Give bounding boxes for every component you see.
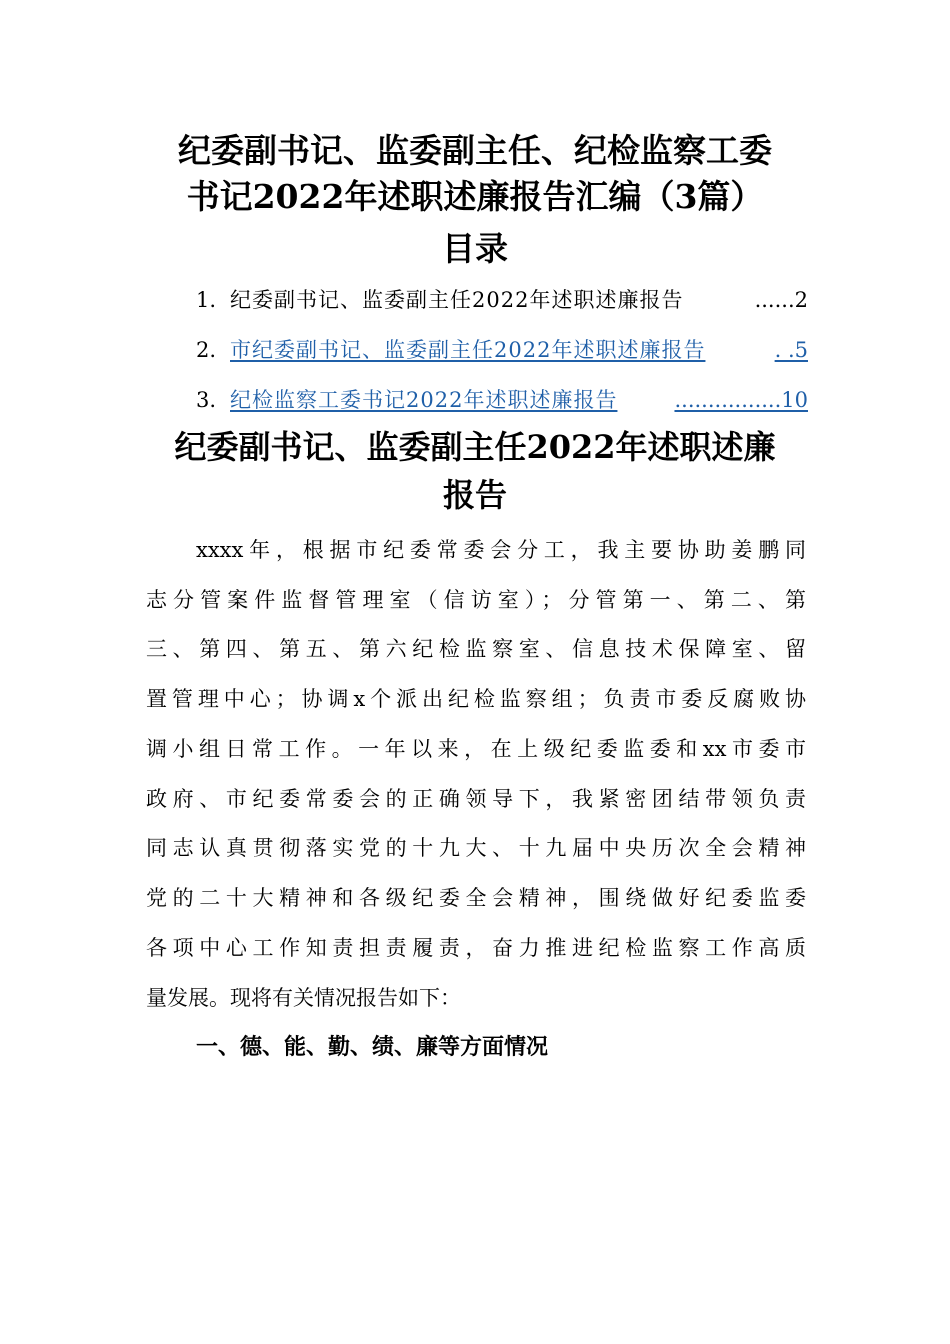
section-title-line-2: 报告 — [442, 476, 507, 514]
toc-item-text: 纪委副书记、监委副主任2022年述职述廉报告 — [230, 288, 684, 312]
toc-item-link[interactable]: 纪检监察工委书记2022年述职述廉报告 — [230, 388, 618, 412]
toc-item-page: ......2 — [754, 288, 808, 312]
paragraph-line: 志分管案件监督管理室（信访室）；分管第一、第二、第 — [146, 588, 806, 612]
toc-item-page-link[interactable]: . .5 — [774, 338, 808, 362]
toc-item-number: 2. — [196, 338, 217, 362]
toc-item-3[interactable] — [196, 380, 808, 420]
toc-item-1[interactable] — [196, 280, 808, 320]
section-title-line-1: 纪委副书记、监委副主任2022年述职述廉 — [174, 428, 776, 466]
toc-item-page-link[interactable]: ................10 — [674, 388, 808, 412]
paragraph-line: 同志认真贯彻落实党的十九大、十九届中央历次全会精神 — [146, 836, 806, 860]
paragraph-line: xxxx年，根据市纪委常委会分工，我主要协助姜鹏同 — [196, 538, 806, 562]
paragraph-line: 置管理中心；协调x个派出纪检监察组；负责市委反腐败协 — [146, 687, 806, 711]
toc-heading: 目录 — [442, 229, 508, 268]
paragraph-line: 政府、市纪委常委会的正确领导下，我紧密团结带领负责 — [146, 787, 806, 811]
paragraph-line: 调小组日常工作。一年以来，在上级纪委监委和xx市委市 — [146, 737, 806, 761]
document-title-line-2: 书记2022年述职述廉报告汇编（3篇） — [186, 177, 764, 216]
section-subheading: 一、德、能、勤、绩、廉等方面情况 — [196, 1035, 549, 1060]
document-title-line-1: 纪委副书记、监委副主任、纪检监察工委 — [178, 131, 772, 170]
paragraph-line: 党的二十大精神和各级纪委全会精神，围绕做好纪委监委 — [146, 886, 806, 910]
toc-item-2[interactable] — [196, 330, 808, 370]
paragraph-line: 各项中心工作知责担责履责，奋力推进纪检监察工作高质 — [146, 936, 806, 960]
toc-item-number: 1. — [196, 288, 217, 312]
toc-item-number: 3. — [196, 388, 217, 412]
paragraph-line: 三、第四、第五、第六纪检监察室、信息技术保障室、留 — [146, 637, 806, 661]
toc-item-link[interactable]: 市纪委副书记、监委副主任2022年述职述廉报告 — [230, 338, 706, 362]
paragraph-line: 量发展。现将有关情况报告如下： — [146, 986, 461, 1010]
